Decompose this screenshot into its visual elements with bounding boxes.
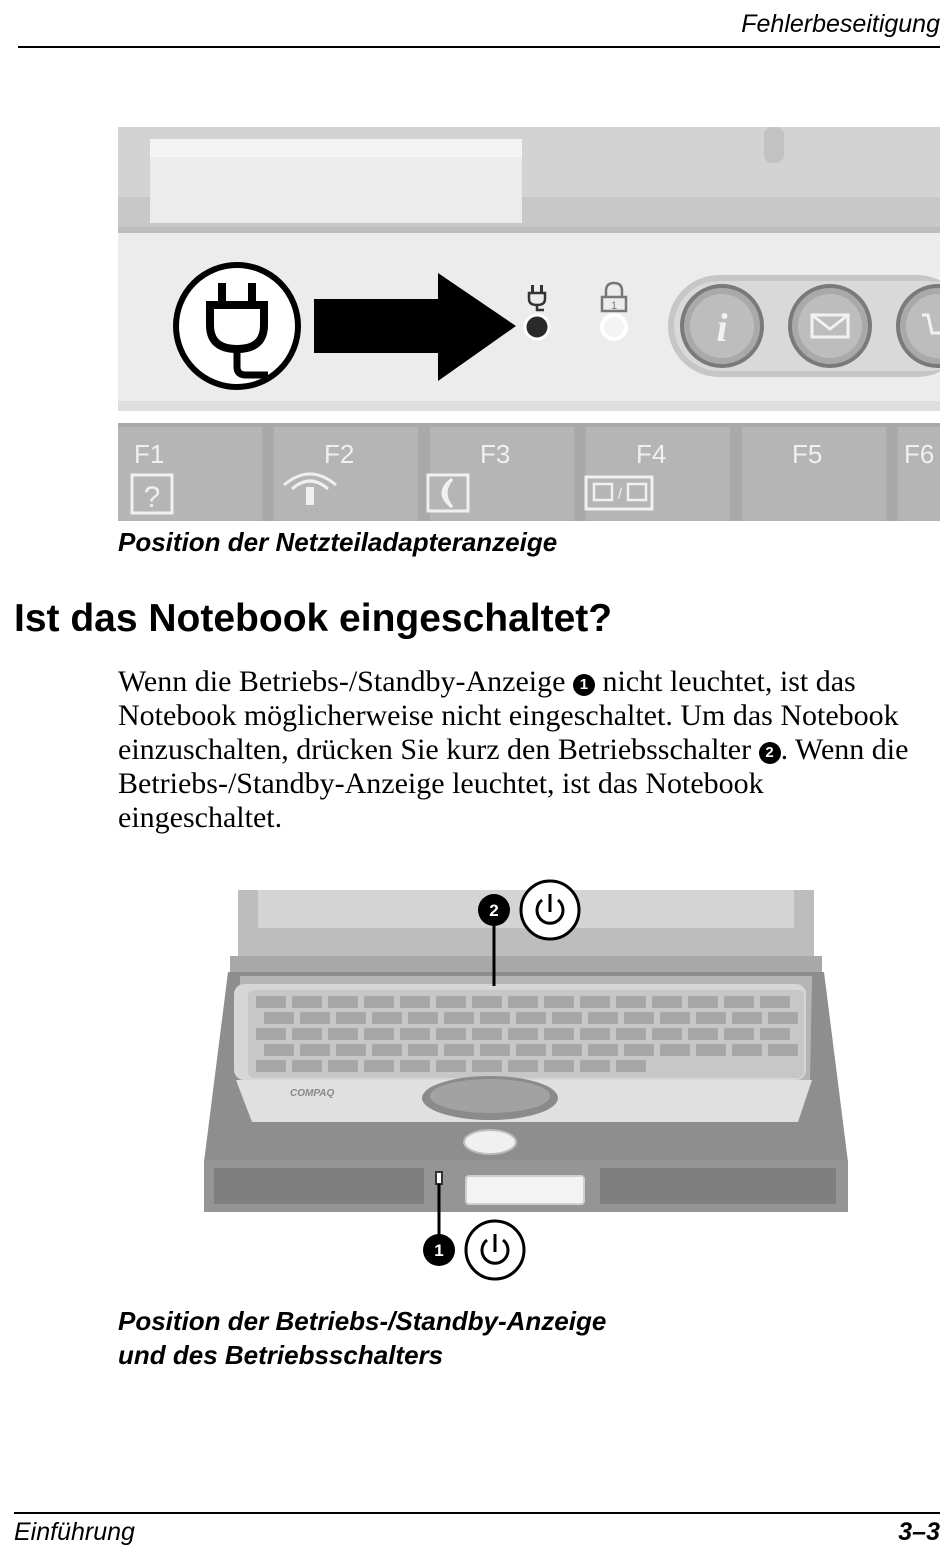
keyboard-key (400, 1060, 430, 1072)
keyboard-key (328, 1028, 358, 1040)
keyboard-key (436, 996, 466, 1008)
ac-plug-icon (176, 265, 298, 387)
figure-ac-adapter-light (118, 127, 940, 521)
keyboard-key (408, 1012, 438, 1024)
header-rule (18, 46, 940, 48)
keyboard-key (256, 1028, 286, 1040)
keyboard-key (508, 996, 538, 1008)
keyboard-key (508, 1028, 538, 1040)
footer-chapter: Einführung (14, 1518, 135, 1546)
keyboard-key (588, 1044, 618, 1056)
section-title: Ist das Notebook eingeschaltet? (14, 597, 613, 640)
callout-marker: 1 (573, 674, 595, 696)
keyboard-key (364, 1060, 394, 1072)
keyboard-key (400, 1028, 430, 1040)
keyboard-key (364, 1028, 394, 1040)
keyboard-key (300, 1012, 330, 1024)
svg-text:?: ? (143, 481, 161, 514)
body-paragraph (118, 665, 940, 835)
paragraph-line: Betriebs-/Standby-Anzeige leuchtet, ist das Notebook (118, 767, 764, 800)
figure-notebook-power (200, 872, 850, 1287)
caption-line: Position der Betriebs-/Standby-Anzeige (118, 1306, 607, 1336)
keyboard-key (544, 996, 574, 1008)
keyboard-key (552, 1012, 582, 1024)
text-run: . Wenn die (780, 733, 909, 766)
function-key-label: F5 (792, 439, 823, 469)
text-run: einzuschalten, drücken Sie kurz den Betriebsschalter (118, 733, 759, 766)
function-key-label: F2 (324, 439, 355, 469)
keyboard-key (408, 1044, 438, 1056)
keyboard-key (508, 1060, 538, 1072)
keyboard-key (256, 1060, 286, 1072)
power-icon (466, 1221, 524, 1279)
keyboard-key (724, 1028, 754, 1040)
callout-marker: 2 (759, 742, 781, 764)
keyboard-key (444, 1012, 474, 1024)
keyboard-key (372, 1012, 402, 1024)
keyboard-key (472, 996, 502, 1008)
svg-text:/: / (617, 486, 623, 503)
keyboard-key (696, 1044, 726, 1056)
callout-power-switch: 2 (489, 901, 499, 920)
keyboard-key (580, 996, 610, 1008)
page-number: 3–3 (898, 1518, 940, 1546)
keyboard-key (516, 1044, 546, 1056)
keyboard-key (264, 1012, 294, 1024)
keyboard-key (580, 1060, 610, 1072)
keyboard-key (652, 996, 682, 1008)
keyboard-key (724, 996, 754, 1008)
keyboard-key (768, 1044, 798, 1056)
keyboard-key (256, 996, 286, 1008)
keyboard-key (292, 1028, 322, 1040)
keyboard-key (616, 1060, 646, 1072)
keyboard-key (480, 1044, 510, 1056)
keyboard-key (624, 1012, 654, 1024)
caption-line: und des Betriebsschalters (118, 1340, 444, 1370)
brand-logo: COMPAQ (290, 1088, 335, 1099)
paragraph-line (118, 665, 940, 699)
keyboard-key (292, 996, 322, 1008)
running-header: Fehlerbeseitigung (741, 10, 940, 38)
keyboard-key (616, 996, 646, 1008)
function-key-label: F4 (636, 439, 667, 469)
keyboard-key (300, 1044, 330, 1056)
info-icon (682, 286, 762, 366)
keyboard-key (400, 996, 430, 1008)
function-key-label: F3 (480, 439, 511, 469)
footer-rule (14, 1512, 940, 1514)
mail-icon (790, 286, 870, 366)
keyboard-key (364, 996, 394, 1008)
keyboard-key (696, 1012, 726, 1024)
function-key-label: F1 (134, 439, 165, 469)
svg-text:1: 1 (610, 300, 618, 312)
keyboard-key (336, 1044, 366, 1056)
text-run: nicht leuchtet, ist das (594, 665, 856, 698)
keyboard-key (624, 1044, 654, 1056)
keyboard-key (264, 1044, 294, 1056)
keyboard-key (652, 1028, 682, 1040)
keyboard-key (732, 1044, 762, 1056)
keyboard-key (732, 1012, 762, 1024)
paragraph-line: Notebook möglicherweise nicht eingeschaltet. Um das Notebook (118, 699, 899, 732)
keyboard-key (588, 1012, 618, 1024)
keyboard-key (552, 1044, 582, 1056)
keyboard-key (660, 1044, 690, 1056)
keyboard-key (516, 1012, 546, 1024)
svg-text:i: i (716, 305, 728, 350)
keyboard-key (472, 1028, 502, 1040)
keyboard-key (328, 1060, 358, 1072)
keyboard-key (760, 996, 790, 1008)
paragraph-line (118, 733, 940, 767)
keyboard-key (580, 1028, 610, 1040)
paragraph-line: eingeschaltet. (118, 801, 283, 834)
figure-caption (118, 1304, 606, 1372)
keyboard-key (760, 1028, 790, 1040)
function-key-label: F6 (904, 439, 935, 469)
figure-caption: Position der Netzteiladapteranzeige (118, 527, 558, 557)
text-run: Wenn die Betriebs-/Standby-Anzeige (118, 665, 573, 698)
keyboard-key (688, 996, 718, 1008)
keyboard-key (444, 1044, 474, 1056)
keyboard-key (472, 1060, 502, 1072)
keyboard-key (616, 1028, 646, 1040)
power-icon (521, 881, 579, 939)
keyboard-key (660, 1012, 690, 1024)
keyboard-key (768, 1012, 798, 1024)
keyboard-key (688, 1028, 718, 1040)
keyboard-key (328, 996, 358, 1008)
keyboard-key (544, 1060, 574, 1072)
keyboard-key (544, 1028, 574, 1040)
keyboard-key (436, 1028, 466, 1040)
keyboard-key (292, 1060, 322, 1072)
callout-power-led: 1 (434, 1241, 444, 1260)
keyboard-key (372, 1044, 402, 1056)
keyboard-key (336, 1012, 366, 1024)
keyboard-key (480, 1012, 510, 1024)
keyboard-key (436, 1060, 466, 1072)
